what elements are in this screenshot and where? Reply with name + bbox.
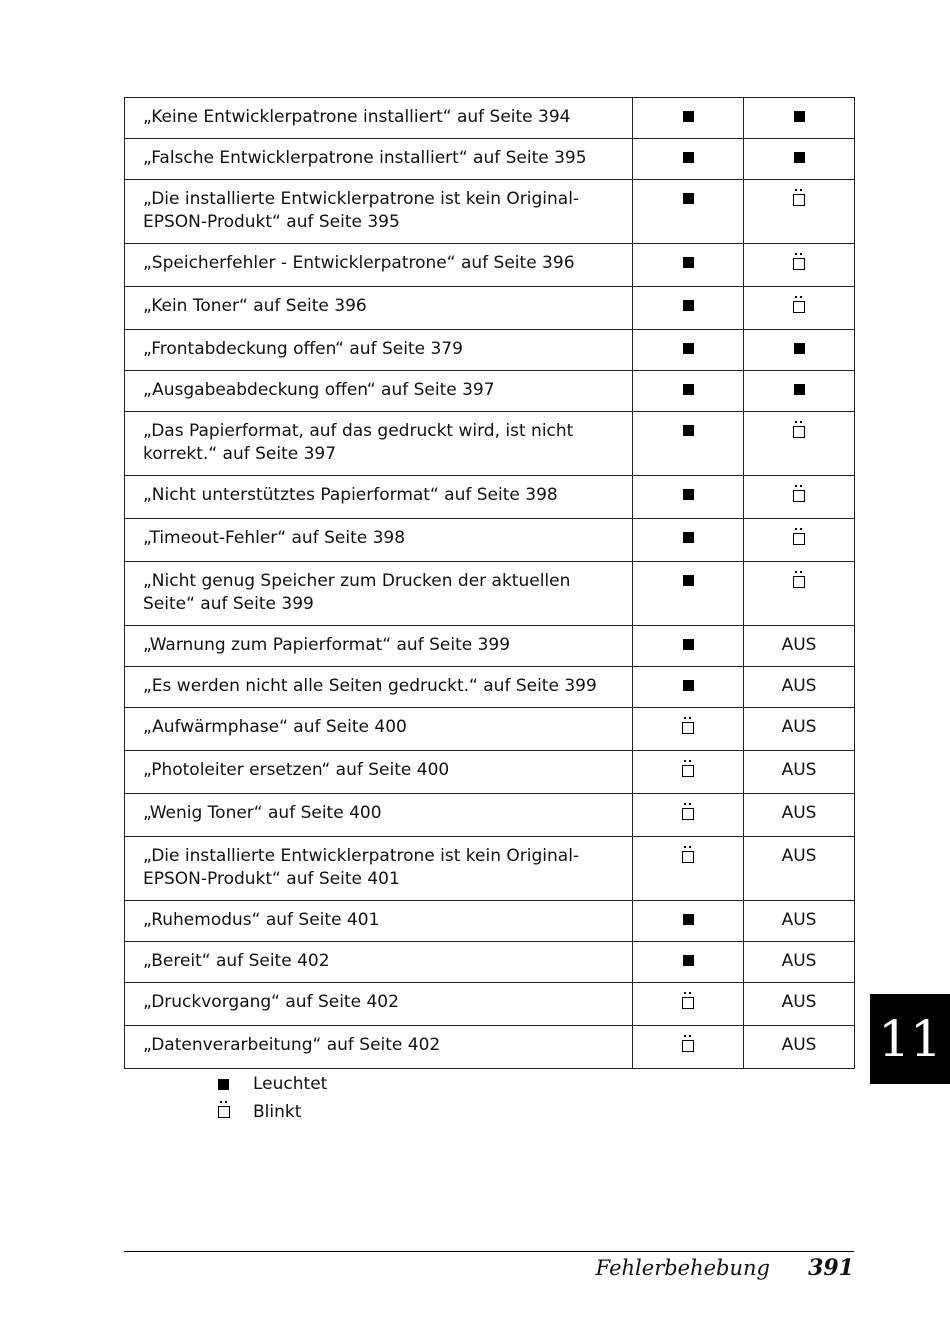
indicator-cell	[744, 371, 855, 412]
lit-square-icon	[683, 532, 694, 543]
chapter-tab: 11	[870, 994, 950, 1084]
table-row	[125, 244, 855, 287]
blinking-square-icon	[682, 765, 694, 777]
table-row	[125, 330, 855, 371]
table-row	[125, 794, 855, 837]
off-label: AUS	[781, 635, 817, 655]
table-row	[125, 519, 855, 562]
blinking-square-icon	[793, 576, 805, 588]
message-cell: „Nicht genug Speicher zum Drucken der aktuellen Seite“ auf Seite 399	[125, 562, 633, 626]
blinking-square-icon	[793, 533, 805, 545]
indicator-cell	[744, 139, 855, 180]
message-cell: „Die installierte Entwicklerpatrone ist kein Original-EPSON-Produkt“ auf Seite 395	[125, 180, 633, 244]
lit-square-icon	[794, 152, 805, 163]
off-label: AUS	[781, 676, 817, 696]
off-cell	[744, 942, 855, 983]
message-cell: „Falsche Entwicklerpatrone installiert“ auf Seite 395	[125, 139, 633, 180]
message-cell: „Timeout-Fehler“ auf Seite 398	[125, 519, 633, 562]
off-cell	[744, 1026, 855, 1069]
off-label: AUS	[781, 910, 817, 930]
blinking-square-icon	[682, 722, 694, 734]
table-row	[125, 901, 855, 942]
off-cell	[744, 751, 855, 794]
message-cell: „Druckvorgang“ auf Seite 402	[125, 983, 633, 1026]
lit-square-icon	[683, 680, 694, 691]
indicator-cell	[744, 244, 855, 287]
lit-square-icon	[794, 384, 805, 395]
table-row	[125, 837, 855, 901]
lit-square-icon	[683, 575, 694, 586]
indicator-cell	[633, 244, 744, 287]
legend-blink	[218, 1098, 327, 1126]
off-label: AUS	[781, 992, 817, 1012]
indicator-cell	[633, 180, 744, 244]
table-row	[125, 1026, 855, 1069]
message-cell: „Nicht unterstütztes Papierformat“ auf Seite 398	[125, 476, 633, 519]
table-row	[125, 287, 855, 330]
indicator-cell	[633, 751, 744, 794]
table-row	[125, 412, 855, 476]
lit-square-icon	[683, 193, 694, 204]
message-cell: „Ausgabeabdeckung offen“ auf Seite 397	[125, 371, 633, 412]
indicator-cell	[633, 139, 744, 180]
message-cell: „Es werden nicht alle Seiten gedruckt.“ auf Seite 399	[125, 667, 633, 708]
lit-square-icon	[683, 257, 694, 268]
lit-square-icon	[683, 425, 694, 436]
off-label: AUS	[781, 717, 817, 737]
table-row	[125, 139, 855, 180]
lit-square-icon	[683, 914, 694, 925]
table-row	[125, 751, 855, 794]
indicator-cell	[744, 287, 855, 330]
blinking-square-icon	[793, 258, 805, 270]
table-row	[125, 371, 855, 412]
message-cell: „Warnung zum Papierformat“ auf Seite 399	[125, 626, 633, 667]
blinking-square-icon	[682, 1040, 694, 1052]
message-cell: „Datenverarbeitung“ auf Seite 402	[125, 1026, 633, 1069]
indicator-cell	[633, 98, 744, 139]
indicator-cell	[633, 330, 744, 371]
page-number: 391	[808, 1255, 854, 1281]
blinking-square-icon	[682, 851, 694, 863]
message-cell: „Frontabdeckung offen“ auf Seite 379	[125, 330, 633, 371]
off-cell	[744, 837, 855, 901]
lit-square-icon	[218, 1079, 229, 1090]
table-row	[125, 476, 855, 519]
lit-square-icon	[683, 639, 694, 650]
message-cell: „Photoleiter ersetzen“ auf Seite 400	[125, 751, 633, 794]
footer-title: Fehlerbehebung	[595, 1256, 770, 1280]
lit-square-icon	[683, 384, 694, 395]
indicator-cell	[633, 562, 744, 626]
message-cell: „Die installierte Entwicklerpatrone ist kein Original-EPSON-Produkt“ auf Seite 401	[125, 837, 633, 901]
indicator-cell	[633, 983, 744, 1026]
legend-on	[218, 1070, 327, 1098]
indicator-cell	[633, 942, 744, 983]
legend	[218, 1070, 327, 1126]
off-label: AUS	[781, 760, 817, 780]
off-label: AUS	[781, 846, 817, 866]
indicator-cell	[744, 476, 855, 519]
status-table	[124, 97, 855, 1069]
table-row	[125, 562, 855, 626]
blinking-square-icon	[793, 426, 805, 438]
table-row	[125, 983, 855, 1026]
table-row	[125, 942, 855, 983]
indicator-cell	[633, 412, 744, 476]
status-table-body	[125, 98, 855, 1069]
off-cell	[744, 983, 855, 1026]
off-label: AUS	[781, 803, 817, 823]
off-label: AUS	[781, 951, 817, 971]
indicator-cell	[633, 626, 744, 667]
lit-square-icon	[794, 343, 805, 354]
message-cell: „Aufwärmphase“ auf Seite 400	[125, 708, 633, 751]
lit-square-icon	[683, 300, 694, 311]
indicator-cell	[633, 1026, 744, 1069]
indicator-cell	[633, 837, 744, 901]
blinking-square-icon	[682, 808, 694, 820]
indicator-cell	[744, 180, 855, 244]
off-cell	[744, 708, 855, 751]
indicator-cell	[744, 519, 855, 562]
table-row	[125, 180, 855, 244]
indicator-cell	[744, 98, 855, 139]
blinking-square-icon	[793, 490, 805, 502]
indicator-cell	[633, 708, 744, 751]
table-row	[125, 98, 855, 139]
indicator-cell	[744, 412, 855, 476]
lit-square-icon	[683, 111, 694, 122]
lit-square-icon	[794, 111, 805, 122]
legend-on-label: Leuchtet	[253, 1074, 328, 1094]
table-row	[125, 667, 855, 708]
indicator-cell	[633, 901, 744, 942]
off-cell	[744, 626, 855, 667]
message-cell: „Das Papierformat, auf das gedruckt wird, ist nicht korrekt.“ auf Seite 397	[125, 412, 633, 476]
blinking-square-icon	[793, 301, 805, 313]
off-cell	[744, 667, 855, 708]
indicator-cell	[744, 330, 855, 371]
indicator-cell	[633, 476, 744, 519]
indicator-cell	[633, 667, 744, 708]
indicator-cell	[744, 562, 855, 626]
off-cell	[744, 901, 855, 942]
message-cell: „Ruhemodus“ auf Seite 401	[125, 901, 633, 942]
message-cell: „Wenig Toner“ auf Seite 400	[125, 794, 633, 837]
indicator-cell	[633, 371, 744, 412]
footer-rule	[124, 1251, 854, 1252]
off-cell	[744, 794, 855, 837]
lit-square-icon	[683, 489, 694, 500]
indicator-cell	[633, 287, 744, 330]
lit-square-icon	[683, 343, 694, 354]
blinking-square-icon	[793, 194, 805, 206]
message-cell: „Bereit“ auf Seite 402	[125, 942, 633, 983]
blinking-square-icon	[682, 997, 694, 1009]
indicator-cell	[633, 519, 744, 562]
message-cell: „Keine Entwicklerpatrone installiert“ auf Seite 394	[125, 98, 633, 139]
indicator-cell	[633, 794, 744, 837]
message-cell: „Speicherfehler - Entwicklerpatrone“ auf Seite 396	[125, 244, 633, 287]
off-label: AUS	[781, 1035, 817, 1055]
blinking-square-icon	[218, 1106, 230, 1118]
lit-square-icon	[683, 152, 694, 163]
table-row	[125, 626, 855, 667]
table-row	[125, 708, 855, 751]
message-cell: „Kein Toner“ auf Seite 396	[125, 287, 633, 330]
lit-square-icon	[683, 955, 694, 966]
legend-blink-label: Blinkt	[253, 1102, 302, 1122]
